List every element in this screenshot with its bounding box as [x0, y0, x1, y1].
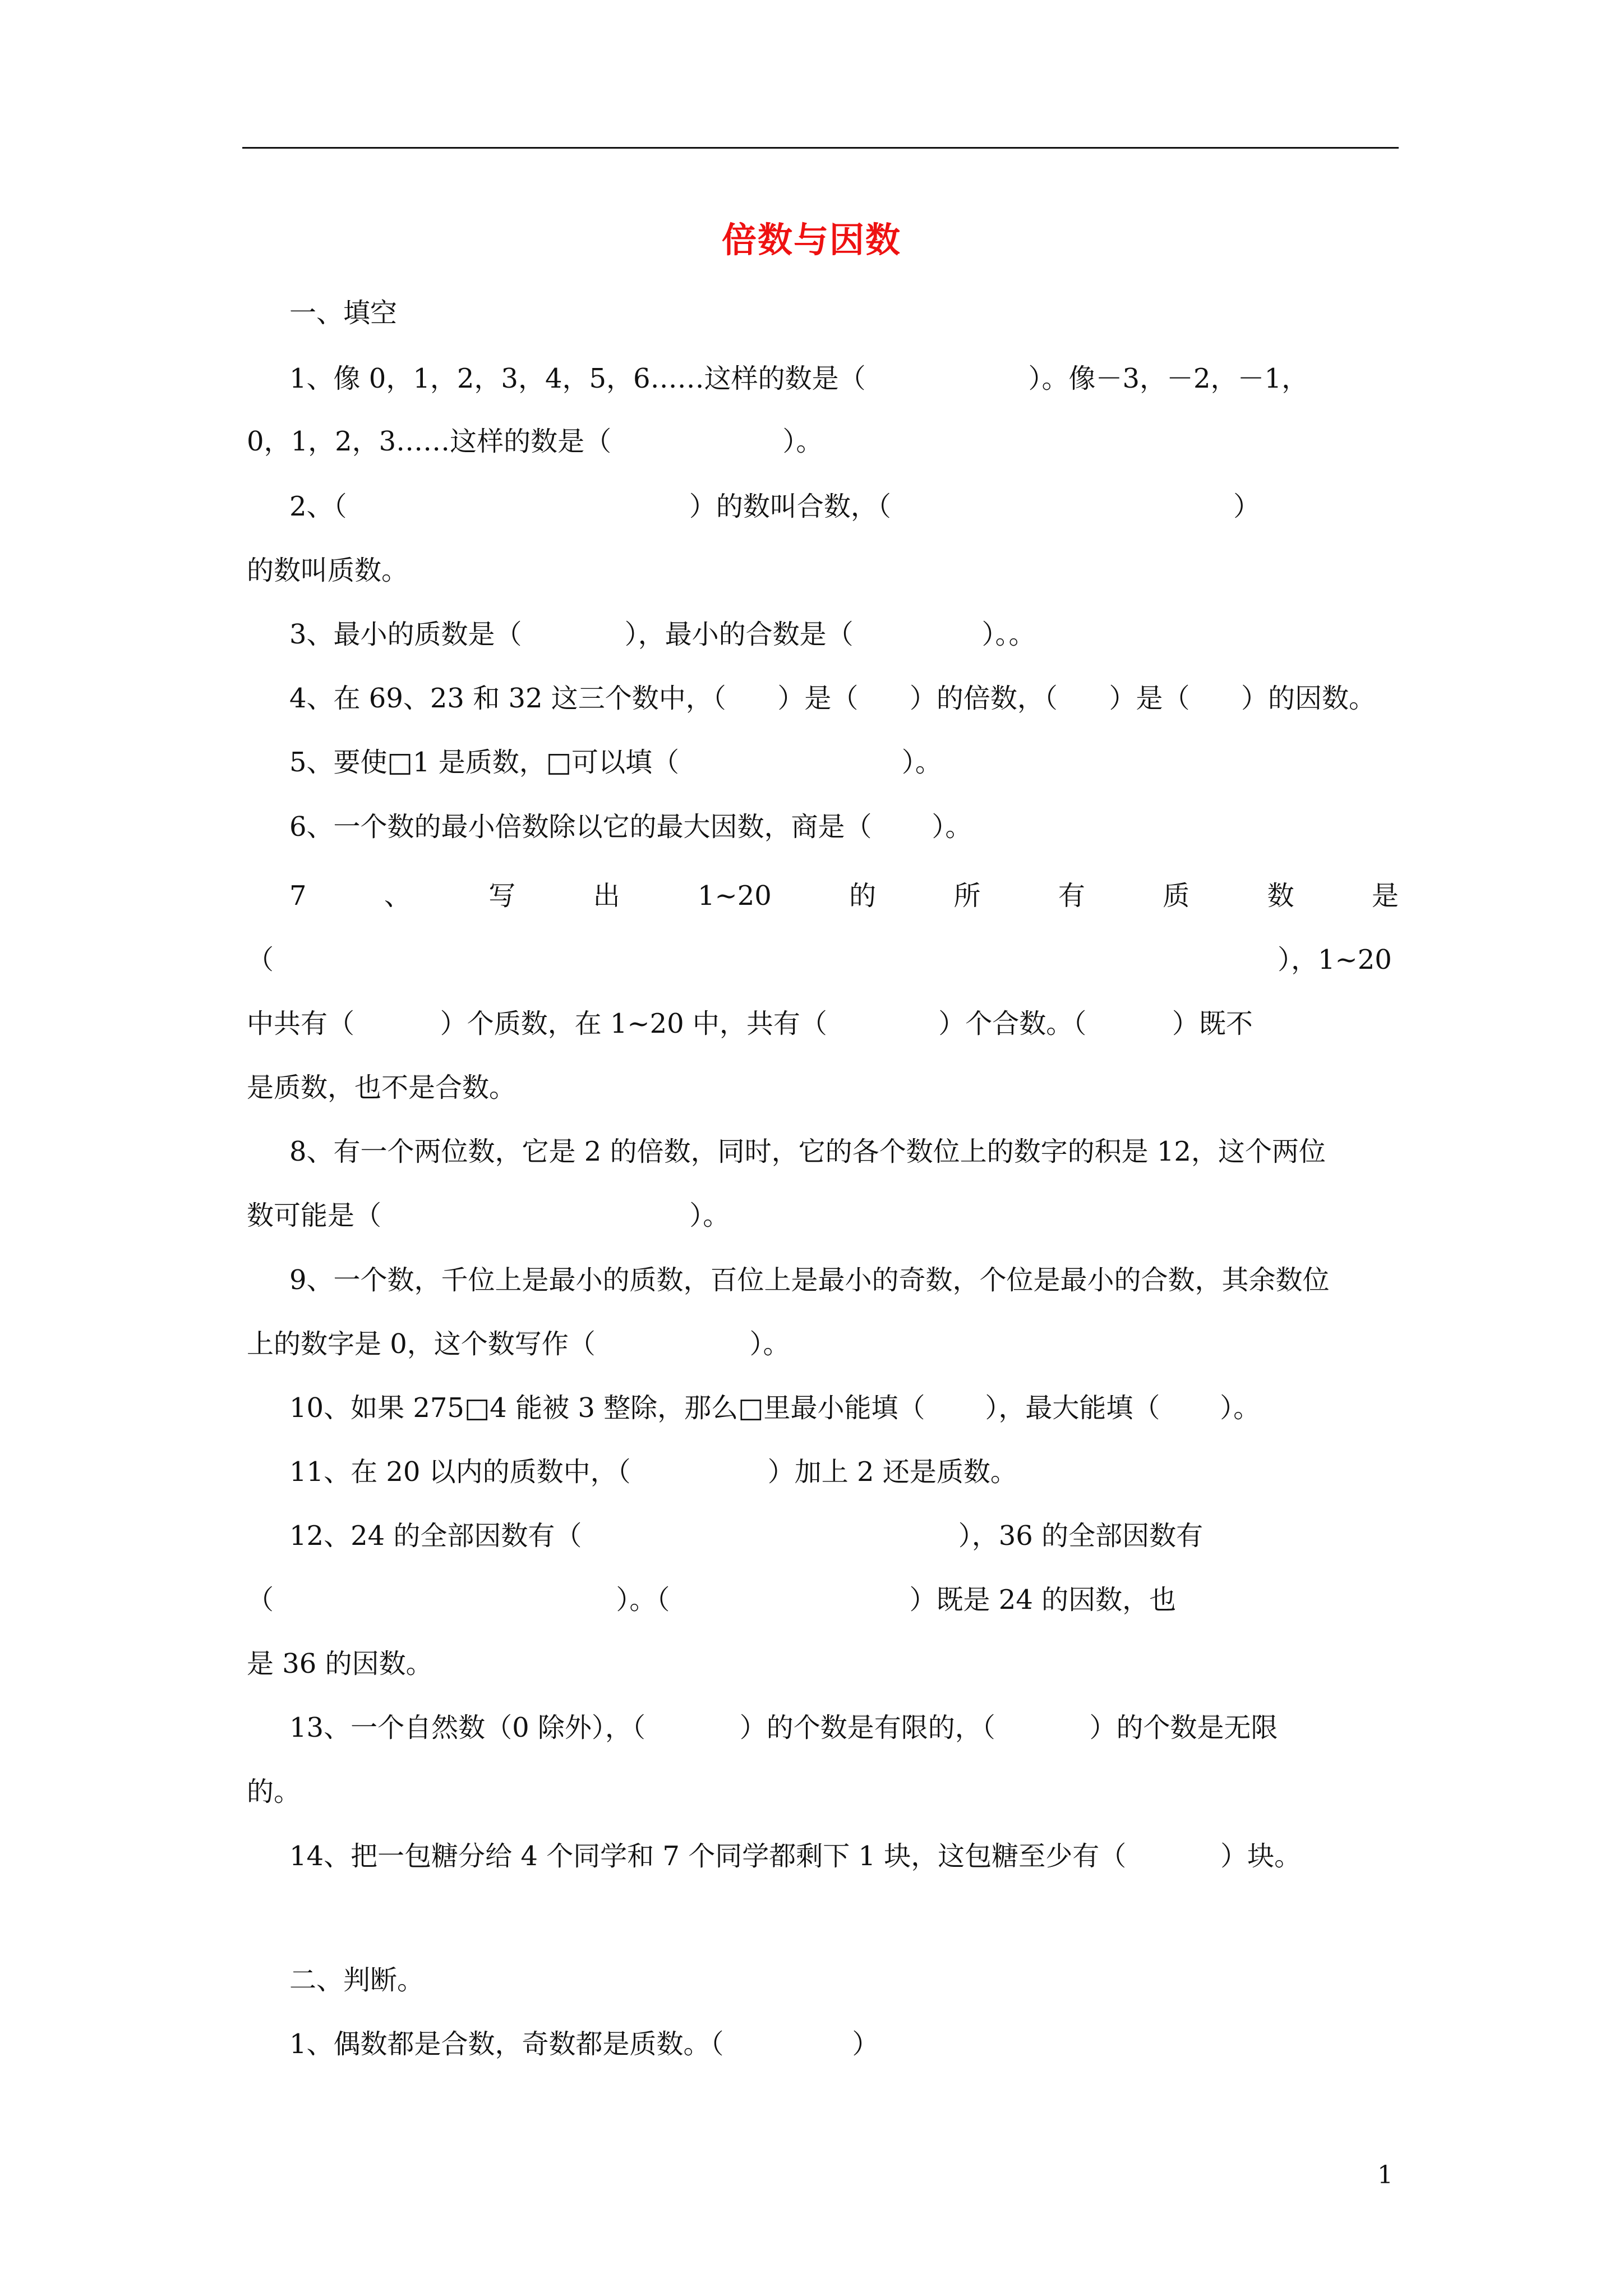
- q7-word: 、: [384, 880, 411, 912]
- q7-word: 有: [1058, 880, 1085, 912]
- q10: 10、如果 275□4 能被 3 整除，那么□里最小能填（ ），最大能填（ ）。: [289, 1392, 1261, 1424]
- section2-heading: 二、判断。: [289, 1964, 425, 1996]
- q9-line1: 9、一个数，千位上是最小的质数，百位上是最小的奇数，个位是最小的合数，其余数位: [289, 1264, 1330, 1296]
- q2-line2: 的数叫质数。: [247, 555, 409, 586]
- q7-line1: [289, 879, 1399, 913]
- page-title: 倍数与因数: [721, 219, 901, 260]
- q7-line4: 是质数，也不是合数。: [247, 1072, 517, 1103]
- q14: 14、把一包糖分给 4 个同学和 7 个同学都剩下 1 块，这包糖至少有（ ）块。: [289, 1841, 1302, 1872]
- page-number: 1: [1377, 2161, 1393, 2189]
- header-rule: [242, 147, 1399, 149]
- q11: 11、在 20 以内的质数中，（ ）加上 2 还是质数。: [289, 1456, 1017, 1488]
- q1-line1: 1、像 0，1，2，3，4，5，6……这样的数是（ ）。像－3，－2，－1，: [289, 363, 1309, 394]
- q12-line3: 是 36 的因数。: [247, 1648, 433, 1680]
- q7-line2-close: ），1~20: [1278, 944, 1392, 976]
- q8-line1: 8、有一个两位数，它是 2 的倍数，同时，它的各个数位上的数字的积是 12，这个两位: [289, 1136, 1326, 1167]
- q8-line2: 数可能是（ ）。: [247, 1200, 730, 1231]
- q5: 5、要使□1 是质数，□可以填（ ）。: [289, 747, 942, 778]
- judge-q1: 1、偶数都是合数，奇数都是质数。（ ）: [289, 2028, 879, 2060]
- q7-word: 的: [849, 880, 877, 912]
- q3: 3、最小的质数是（ ），最小的合数是（ ）。。: [289, 619, 1036, 650]
- q7-word: 写: [488, 880, 516, 912]
- q9-line2: 上的数字是 0，这个数写作（ ）。: [247, 1328, 790, 1360]
- q7-word: 7: [289, 880, 307, 912]
- q2-line1: 2、（ ）的数叫合数，（ ）: [289, 491, 1261, 522]
- q13-line1: 13、一个自然数（0 除外），（ ）的个数是有限的，（ ）的个数是无限: [289, 1712, 1278, 1743]
- section1-heading: 一、填空: [289, 297, 398, 329]
- q12-line2: （ ）。（ ）既是 24 的因数，也: [247, 1584, 1177, 1616]
- q7-word: 数: [1267, 880, 1294, 912]
- q7-line2-open: （: [247, 944, 274, 976]
- q7-word: 出: [593, 880, 620, 912]
- q4: 4、在 69、23 和 32 这三个数中，（ ）是（ ）的倍数，（ ）是（ ）的因数。: [289, 683, 1376, 714]
- q12-line1: 12、24 的全部因数有（ ），36 的全部因数有: [289, 1520, 1204, 1552]
- q7-word: 质: [1163, 880, 1190, 912]
- q7-word: 1~20: [697, 880, 772, 912]
- q6: 6、一个数的最小倍数除以它的最大因数，商是（ ）。: [289, 811, 972, 843]
- q7-word: 所: [953, 880, 981, 912]
- q7-word: 是: [1371, 880, 1399, 912]
- q13-line2: 的。: [247, 1776, 301, 1807]
- q1-line2: 0，1，2，3……这样的数是（ ）。: [247, 426, 823, 457]
- q7-line3: 中共有（ ）个质数，在 1~20 中，共有（ ）个合数。（ ）既不: [247, 1008, 1253, 1039]
